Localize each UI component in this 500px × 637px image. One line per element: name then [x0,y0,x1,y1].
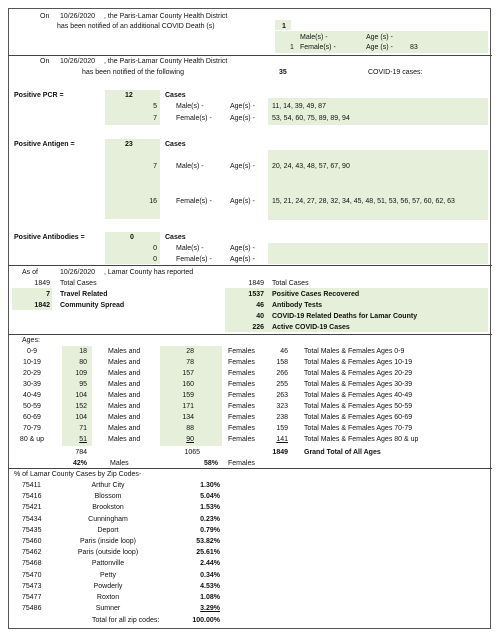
age-females-label: Females [228,403,255,410]
zip-code: 75421 [22,504,42,511]
age-range: 70-79 [23,425,41,432]
age-total-label: Total Males & Females Ages 80 & up [304,436,419,443]
ages-female-pct-label: Females [228,460,255,467]
report-deaths-label: COVID-19 Related Deaths for Lamar County [272,313,418,320]
age-range: 30-39 [23,381,41,388]
report-travel-label: Travel Related [60,291,108,298]
age-males-and-label: Males and [108,414,141,421]
zip-percent: 2.44% [200,560,220,567]
age-males: 51 [79,436,87,443]
age-females: 171 [182,403,194,410]
zip-city: Arthur City [91,482,125,489]
death-on: On [40,13,50,20]
death-female-label: Female(s) - [300,44,336,51]
cases-date: 10/26/2020 [60,58,96,65]
report-active: 226 [252,324,264,331]
pcr-count: 12 [125,92,133,99]
antigen-cases-label: Cases [165,141,186,148]
death-date: 10/26/2020 [60,13,96,20]
age-total-label: Total Males & Females Ages 10-19 [304,359,413,366]
zip-city: Cunningham [88,516,128,523]
pcr-label: Positive PCR = [14,92,64,99]
age-males: 80 [79,359,87,366]
age-females: 78 [186,359,194,366]
zip-city: Deport [97,527,119,534]
cases-line1: , the Paris-Lamar County Health District [104,58,228,65]
cases-line2: has been notified of the following [82,69,184,76]
age-total: 159 [276,425,288,432]
age-total: 141 [276,436,288,443]
antibodies-female-age-label: Age(s) - [230,256,255,263]
death-female-age: 83 [410,44,418,51]
zip-code: 75435 [22,527,42,534]
antigen-male-label: Male(s) - [176,163,204,170]
age-females: 134 [182,414,194,421]
cases-suffix: COVID-19 cases: [368,69,423,76]
report-community-label: Community Spread [60,302,125,309]
age-males: 18 [79,348,87,355]
age-total-label: Total Males & Females Ages 20-29 [304,370,413,377]
antigen-female-count: 16 [149,198,157,205]
zip-code: 75411 [22,482,41,489]
pcr-male-count: 5 [153,103,157,110]
cases-count: 35 [279,69,287,76]
ages-male-total: 784 [75,449,87,456]
report-travel: 7 [46,291,50,298]
age-females: 90 [186,436,194,443]
zip-code: 75460 [22,538,42,545]
report-as-of: As of [22,269,38,276]
age-total: 46 [280,348,288,355]
age-males-and-label: Males and [108,381,141,388]
zip-city: Petty [100,572,116,579]
ages-male-pct-label: Males [110,460,129,467]
report-suffix: , Lamar County has reported [104,269,194,276]
age-total: 158 [276,359,288,366]
antigen-label: Positive Antigen = [14,141,75,148]
age-males-and-label: Males and [108,392,141,399]
antibodies-cases-label: Cases [165,234,186,241]
age-females-label: Females [228,436,255,443]
zip-percent: 0.34% [200,572,220,579]
age-range: 50-59 [23,403,41,410]
zip-percent: 1.30% [200,482,220,489]
age-males-and-label: Males and [108,370,141,377]
age-females-label: Females [228,425,255,432]
zip-code: 75434 [22,516,42,523]
age-range: 80 & up [19,436,45,443]
zip-percent: 1.53% [200,504,220,511]
age-females-label: Females [228,381,255,388]
age-males-and-label: Males and [108,403,141,410]
report-deaths: 40 [256,313,264,320]
age-males-and-label: Males and [108,425,141,432]
age-total: 255 [276,381,288,388]
age-males-and-label: Males and [108,359,141,366]
age-males: 104 [75,414,87,421]
pcr-male-age-label: Age(s) - [230,103,255,110]
antigen-male-count: 7 [153,163,157,170]
death-female-count: 1 [290,44,294,51]
age-females: 88 [186,425,194,432]
zip-code: 75468 [22,560,42,567]
report-total-cases-label: Total Cases [60,280,97,287]
zip-code: 75462 [22,549,42,556]
age-males-and-label: Males and [108,436,141,443]
death-line2: has been notified of an additional COVID Death (s) [57,23,215,30]
age-males: 109 [75,370,87,377]
zip-city: Paris (outside loop) [77,549,139,556]
report-recovered: 1537 [248,291,264,298]
zip-header: % of Lamar County Cases by Zip Codes- [14,471,142,478]
age-range: 60-69 [23,414,41,421]
antibodies-male-label: Male(s) - [176,245,204,252]
report-antibody-label: Antibody Tests [272,302,323,309]
zip-percent: 3.29% [200,605,220,612]
zip-city: Sumner [95,605,121,612]
death-female-age-label: Age (s) - [366,44,393,51]
report-community: 1842 [34,302,50,309]
age-total-label: Total Males & Females Ages 50-59 [304,403,413,410]
age-total-label: Total Males & Females Ages 40-49 [304,392,413,399]
report-date: 10/26/2020 [60,269,96,276]
death-line1: , the Paris-Lamar County Health District [104,13,228,20]
zip-code: 75473 [22,583,42,590]
zip-percent: 53.82% [196,538,220,545]
pcr-female-age-label: Age(s) - [230,115,255,122]
report-right-total-label: Total Cases [272,280,309,287]
zip-percent: 0.23% [200,516,220,523]
zip-code: 75477 [22,594,42,601]
zip-percent: 0.79% [200,527,220,534]
age-males: 71 [79,425,87,432]
age-total-label: Total Males & Females Ages 60-69 [304,414,413,421]
antibodies-count: 0 [130,234,134,241]
antigen-female-label: Female(s) - [176,198,212,205]
zip-code: 75416 [22,493,42,500]
age-total-label: Total Males & Females Ages 0-9 [304,348,405,355]
age-females: 160 [182,381,194,388]
pcr-female-ages: 53, 54, 60, 75, 89, 89, 94 [272,115,350,122]
zip-city: Powderly [93,583,123,590]
age-males: 95 [79,381,87,388]
age-males: 152 [75,403,87,410]
pcr-female-label: Female(s) - [176,115,212,122]
zip-city: Blossom [94,493,122,500]
pcr-male-ages: 11, 14, 39, 49, 87 [272,103,326,110]
antibodies-female-count: 0 [153,256,157,263]
age-total: 323 [276,403,288,410]
age-range: 10-19 [23,359,41,366]
age-total: 266 [276,370,288,377]
death-count: 1 [282,23,286,30]
antibodies-male-age-label: Age(s) - [230,245,255,252]
zip-percent: 4.53% [200,583,220,590]
age-range: 20-29 [23,370,41,377]
zip-city: Brookston [92,504,124,511]
report-antibody: 46 [256,302,264,309]
age-total: 238 [276,414,288,421]
antigen-male-ages: 20, 24, 43, 48, 57, 67, 90 [272,163,350,170]
ages-female-total: 1065 [184,449,200,456]
zip-percent: 1.08% [200,594,220,601]
zip-city: Paris (inside loop) [79,538,137,545]
zip-total-pct: 100.00% [192,617,220,624]
age-females-label: Females [228,370,255,377]
report-right-total: 1849 [248,280,264,287]
zip-total-label: Total for all zip codes: [92,617,160,624]
ages-header: Ages: [22,337,40,344]
death-male-label: Male(s) - [300,34,328,41]
ages-grand-label: Grand Total of All Ages [304,449,381,456]
zip-code: 75486 [22,605,42,612]
age-females: 28 [186,348,194,355]
age-females: 159 [182,392,194,399]
antigen-count: 23 [125,141,133,148]
age-range: 40-49 [23,392,41,399]
age-total: 263 [276,392,288,399]
age-total-label: Total Males & Females Ages 70-79 [304,425,413,432]
age-total-label: Total Males & Females Ages 30-39 [304,381,413,388]
ages-male-pct: 42% [72,460,87,467]
age-range: 0-9 [26,348,38,355]
antigen-female-ages: 15, 21, 24, 27, 28, 32, 34, 45, 48, 51, 53, 56, 57, 60, 62, 63 [272,198,455,205]
ages-grand-total: 1849 [272,449,288,456]
zip-city: Pattonville [91,560,125,567]
age-females-label: Females [228,414,255,421]
pcr-cases-label: Cases [165,92,186,99]
age-males: 104 [75,392,87,399]
zip-code: 75470 [22,572,42,579]
zip-percent: 5.04% [200,493,220,500]
report-active-label: Active COVID-19 Cases [272,324,350,331]
antigen-female-age-label: Age(s) - [230,198,255,205]
antibodies-male-count: 0 [153,245,157,252]
age-females-label: Females [228,392,255,399]
report-recovered-label: Positive Cases Recovered [272,291,360,298]
age-females-label: Females [228,359,255,366]
ages-female-pct: 58% [203,460,218,467]
pcr-male-label: Male(s) - [176,103,204,110]
antibodies-label: Positive Antibodies = [14,234,85,241]
cases-on: On [40,58,50,65]
age-females: 157 [182,370,194,377]
antibodies-female-label: Female(s) - [176,256,212,263]
zip-percent: 25.61% [196,549,220,556]
age-females-label: Females [228,348,255,355]
antigen-male-age-label: Age(s) - [230,163,255,170]
pcr-female-count: 7 [153,115,157,122]
zip-city: Roxton [96,594,120,601]
age-males-and-label: Males and [108,348,141,355]
death-male-age-label: Age (s) - [366,34,393,41]
report-total-cases: 1849 [34,280,50,287]
